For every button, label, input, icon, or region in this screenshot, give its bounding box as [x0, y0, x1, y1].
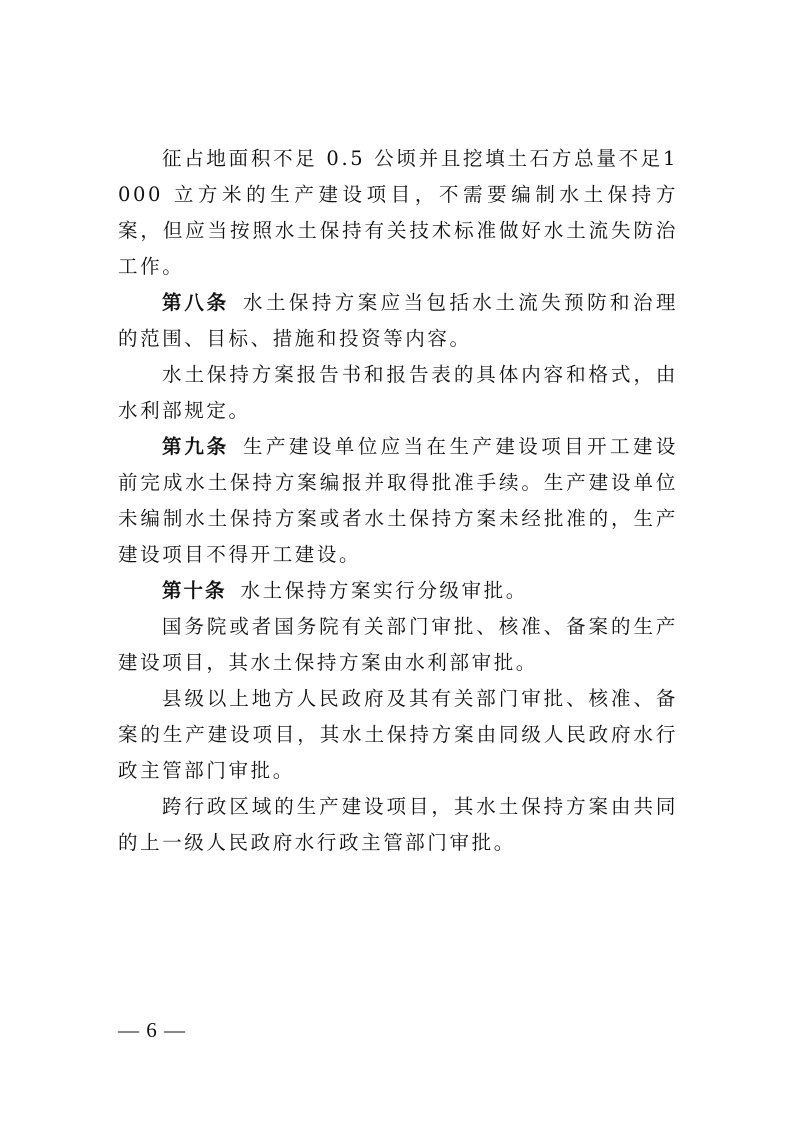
paragraph [118, 609, 678, 681]
paragraph [118, 681, 678, 789]
paragraph [118, 789, 678, 861]
article-heading: 第十条 [162, 579, 227, 602]
page-number: — 6 — [118, 1018, 186, 1042]
paragraph-text: 水土保持方案实行分级审批。 [240, 579, 528, 602]
paragraph-text: 国务院或者国务院有关部门审批、核准、备案的生产建设项目，其水土保持方案由水利部审批。 [118, 615, 678, 674]
paragraph-text: 县级以上地方人民政府及其有关部门审批、核准、备案的生产建设项目，其水土保持方案由同级人民政府水行政主管部门审批。 [118, 687, 678, 782]
article-heading: 第九条 [162, 435, 230, 458]
paragraph-text: 水土保持方案报告书和报告表的具体内容和格式，由水利部规定。 [118, 363, 678, 422]
paragraph-text: 生产建设单位应当在生产建设项目开工建设前完成水土保持方案编报并取得批准手续。生产建设单位未编制水土保持方案或者水土保持方案未经批准的，生产建设项目不得开工建设。 [118, 435, 678, 566]
document-body [118, 141, 678, 861]
paragraph-text: 跨行政区域的生产建设项目，其水土保持方案由共同的上一级人民政府水行政主管部门审批。 [118, 795, 678, 854]
paragraph-article-9 [118, 429, 678, 573]
article-heading: 第八条 [162, 291, 230, 314]
paragraph-text: 水土保持方案应当包括水土流失预防和治理的范围、目标、措施和投资等内容。 [118, 291, 678, 350]
paragraph-text: 征占地面积不足 0.5 公顷并且挖填土石方总量不足1000 立方米的生产建设项目，不需要编制水土保持方案，但应当按照水土保持有关技术标准做好水土流失防治工作。 [118, 147, 678, 278]
paragraph [118, 141, 678, 285]
paragraph [118, 357, 678, 429]
paragraph-article-10 [118, 573, 678, 609]
paragraph-article-8 [118, 285, 678, 357]
